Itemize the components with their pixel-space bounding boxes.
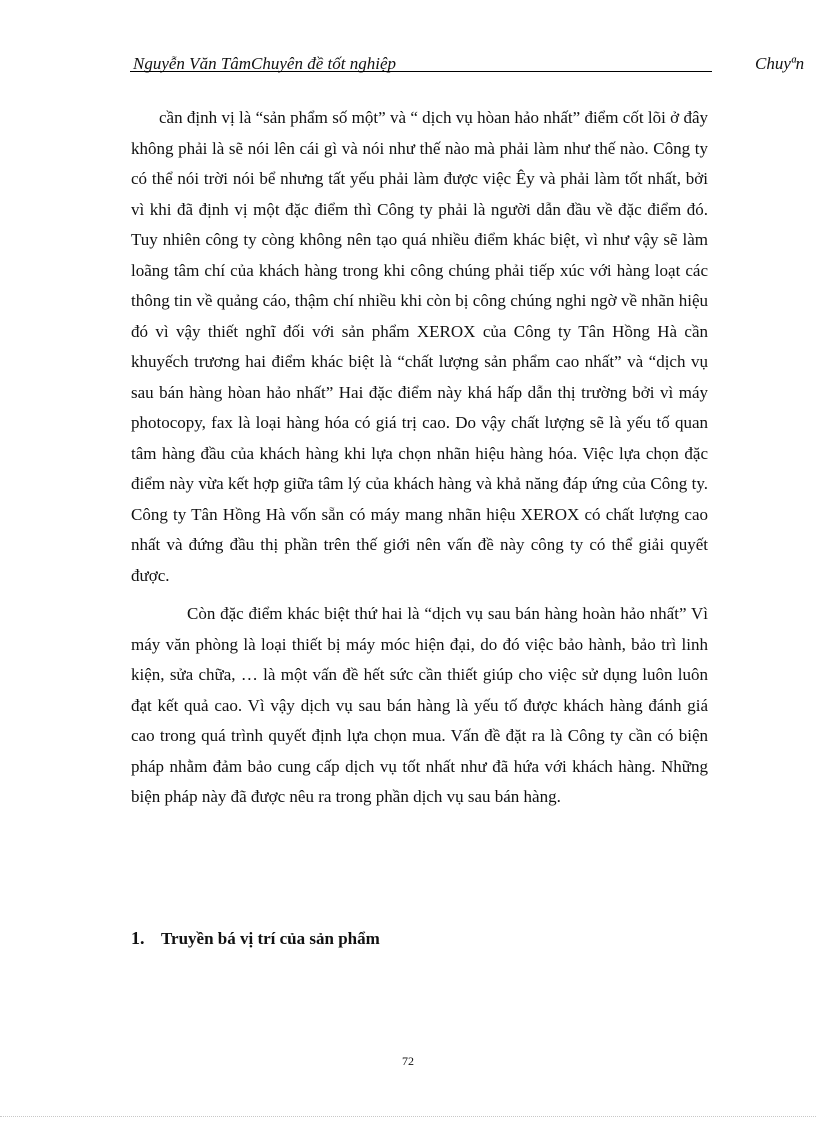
paragraph-2: Còn đặc điểm khác biệt thứ hai là “dịch vụ sau bán hàng hoàn hảo nhất” Vì máy văn phòng là loại thiết bị máy móc hiện đại, do đó việc bảo hành, bảo trì linh kiện, sửa chữa, … là một vấn đề hết sức cần thiết giúp cho việc sử dụng luôn luôn đạt kết quả cao. Vì vậy dịch vụ sau bán hàng là yếu tố được khách hàng đánh giá cao trong quá trình quyết định lựa chọn mua. Vấn đề đặt ra là Công ty cần có biện pháp nhằm đảm bảo cung cấp dịch vụ tốt nhất như đã hứa với khách hàng. Những biện pháp này đã được nêu ra trong phần dịch vụ sau bán hàng.	[131, 604, 708, 806]
page-header-left: Nguyễn Văn TâmChuyên đề tốt nghiệp	[133, 54, 396, 73]
page-number: 72	[402, 1054, 414, 1068]
page-header-rule	[130, 71, 712, 72]
body-text	[131, 103, 708, 813]
section-heading	[131, 928, 380, 949]
page-header-right: Chuyªn	[755, 54, 805, 73]
section-number: 1.	[131, 928, 145, 948]
page-bottom-rule	[0, 1116, 816, 1117]
section-title: Truyền bá vị trí của sản phẩm	[160, 929, 380, 948]
paragraph-1: cần định vị là “sản phẩm số một” và “ dịch vụ hòan hảo nhất” điểm cốt lõi ở đây không phải là sẽ nói lên cái gì và nói như thế nào mà phải làm như thế nào. Công ty có thể nói trời nói bể nhưng tất yếu phải làm được việc Êy và phải làm tốt nhất, bởi vì khi đã định vị một đặc điểm thì Công ty phải là người dẫn đầu về đặc điểm đó. Tuy nhiên công ty còng không nên tạo quá nhiều điểm khác biệt, vì như vậy sẽ làm loãng tâm chí của khách hàng trong khi công chúng phải tiếp xúc với hàng loạt các thông tin về quảng cáo, thậm chí nhiều khi còn bị công chúng nghi ngờ về nhãn hiệu đó vì vậy thiết nghĩ đối với sản phẩm XEROX của Công ty Tân Hồng Hà cần khuyếch trương hai điểm khác biệt là “chất lượng sản phẩm cao nhất” và “dịch vụ sau bán hàng hòan hảo nhất” Hai đặc điểm này khá hấp dẫn thị trường bởi vì máy photocopy, fax là loại hàng hóa có giá trị cao. Do vậy chất lượng sẽ là yếu tố quan tâm hàng đầu của khách hàng khi lựa chọn nhãn hiệu hàng hóa. Việc lựa chọn đặc điểm này vừa kết hợp giữa tâm lý của khách hàng và khả năng đáp ứng của Công ty. Công ty Tân Hồng Hà vốn sẵn có máy mang nhãn hiệu XEROX có chất lượng cao nhất và đứng đầu thị phần trên thế giới nên vấn đề này công ty có thể giải quyết được.	[131, 108, 708, 585]
